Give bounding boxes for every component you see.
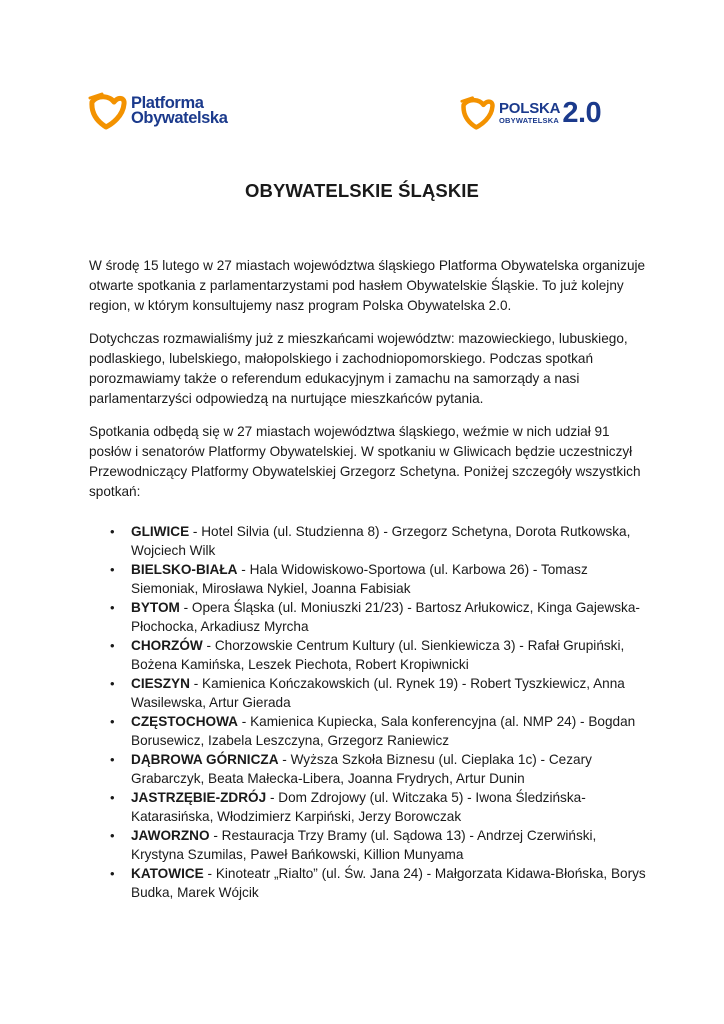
bullet-icon: • xyxy=(110,600,115,615)
list-item xyxy=(89,560,649,598)
paragraph-1: W środę 15 lutego w 27 miastach województwa śląskiego Platforma Obywatelska organizuje otwarte spotkania z parlamentarzystami pod hasłem Obywatelskie Śląskie. To już kolejny region, w którym konsultujemy nasz program Polska Obywatelska 2.0. xyxy=(89,258,646,313)
bullet-icon: • xyxy=(110,790,115,805)
meeting-details: - Kinoteatr „Rialto” (ul. Św. Jana 24) - Małgorzata Kidawa-Błońska, Borys Budka, Marek Wójcik xyxy=(131,866,646,900)
city-name: DĄBROWA GÓRNICZA xyxy=(131,752,279,767)
intro-text xyxy=(89,256,649,515)
list-item xyxy=(89,598,649,636)
city-name: BIELSKO-BIAŁA xyxy=(131,562,238,577)
city-name: BYTOM xyxy=(131,600,180,615)
meeting-details: - Wyższa Szkoła Biznesu (ul. Cieplaka 1c) - Cezary Grabarczyk, Beata Małecka-Libera, Joanna Frydrych, Artur Dunin xyxy=(131,752,592,786)
polska-obywatelska-logo xyxy=(460,95,601,131)
meeting-details: - Hotel Silvia (ul. Studzienna 8) - Grzegorz Schetyna, Dorota Rutkowska, Wojciech Wilk xyxy=(131,524,631,558)
paragraph-2: Dotychczas rozmawialiśmy już z mieszkańcami województw: mazowieckiego, lubuskiego, podlaskiego, lubelskiego, małopolskiego i zachodniopomorskiego. Podczas spotkań porozmawiamy także o referendum edukacyjnym i zamachu na samorządy a nasi parlamentarzyści odpowiedzą na nurtujące mieszkańców pytania. xyxy=(89,331,628,406)
bullet-icon: • xyxy=(110,828,115,843)
bullet-icon: • xyxy=(110,524,115,539)
list-item xyxy=(89,636,649,674)
city-name: CHORZÓW xyxy=(131,638,203,653)
meeting-details: - Hala Widowiskowo-Sportowa (ul. Karbowa 26) - Tomasz Siemoniak, Mirosława Nykiel, Joanna Fabisiak xyxy=(131,562,588,596)
p20-logo-words xyxy=(499,99,561,125)
list-item xyxy=(89,826,649,864)
bullet-icon: • xyxy=(110,676,115,691)
platforma-obywatelska-logo xyxy=(88,92,228,130)
po-logo-text xyxy=(131,96,228,126)
heart-shield-icon xyxy=(460,95,496,131)
list-item xyxy=(89,522,649,560)
po-logo-line1: Platforma xyxy=(131,94,204,112)
city-name: GLIWICE xyxy=(131,524,190,539)
meeting-details: - Restauracja Trzy Bramy (ul. Sądowa 13) - Andrzej Czerwiński, Krystyna Szumilas, Paweł Bańkowski, Killion Munyama xyxy=(131,828,597,862)
heart-shield-icon xyxy=(88,92,128,130)
city-name: CIESZYN xyxy=(131,676,190,691)
bullet-icon: • xyxy=(110,866,115,881)
list-item xyxy=(89,712,649,750)
page-title: OBYWATELSKIE ŚLĄSKIE xyxy=(245,180,479,201)
meeting-details: - Kamienica Kupiecka, Sala konferencyjna (al. NMP 24) - Bogdan Borusewicz, Izabela Leszczyna, Grzegorz Raniewicz xyxy=(131,714,636,748)
bullet-icon: • xyxy=(110,714,115,729)
list-item xyxy=(89,750,649,788)
paragraph-3: Spotkania odbędą się w 27 miastach województwa śląskiego, weźmie w nich udział 91 posłów i senatorów Platformy Obywatelskiej. W spotkaniu w Gliwicach będzie uczestniczył Przewodniczący Platformy Obywatelskiej Grzegorz Schetyna. Poniżej szczegóły wszystkich spotkań: xyxy=(89,424,641,499)
meeting-details: - Opera Śląska (ul. Moniuszki 21/23) - Bartosz Arłukowicz, Kinga Gajewska-Płochocka, Arkadiusz Myrcha xyxy=(131,600,640,634)
meeting-details: - Chorzowskie Centrum Kultury (ul. Sienkiewicza 3) - Rafał Grupiński, Bożena Kamińska, Leszek Piechota, Robert Kropiwnicki xyxy=(131,638,625,672)
po-logo-line2: Obywatelska xyxy=(131,109,228,127)
list-item xyxy=(89,674,649,712)
p20-logo-version: 2.0 xyxy=(562,97,602,129)
bullet-icon: • xyxy=(110,752,115,767)
city-name: KATOWICE xyxy=(131,866,204,881)
bullet-icon: • xyxy=(110,562,115,577)
meeting-details: - Dom Zdrojowy (ul. Witczaka 5) - Iwona Śledzińska-Katarasińska, Włodzimierz Karpiński, Jerzy Borowczak xyxy=(131,790,586,824)
meetings-list xyxy=(89,522,649,902)
p20-logo-line2: OBYWATELSKA xyxy=(499,115,559,125)
list-item xyxy=(89,864,649,902)
city-name: JAWORZNO xyxy=(131,828,210,843)
list-item xyxy=(89,788,649,826)
bullet-icon: • xyxy=(110,638,115,653)
p20-logo-line1: POLSKA xyxy=(499,99,561,117)
city-name: JASTRZĘBIE-ZDRÓJ xyxy=(131,790,267,805)
city-name: CZĘSTOCHOWA xyxy=(131,714,238,729)
meeting-details: - Kamienica Kończakowskich (ul. Rynek 19) - Robert Tyszkiewicz, Anna Wasilewska, Artur Gierada xyxy=(131,676,625,710)
